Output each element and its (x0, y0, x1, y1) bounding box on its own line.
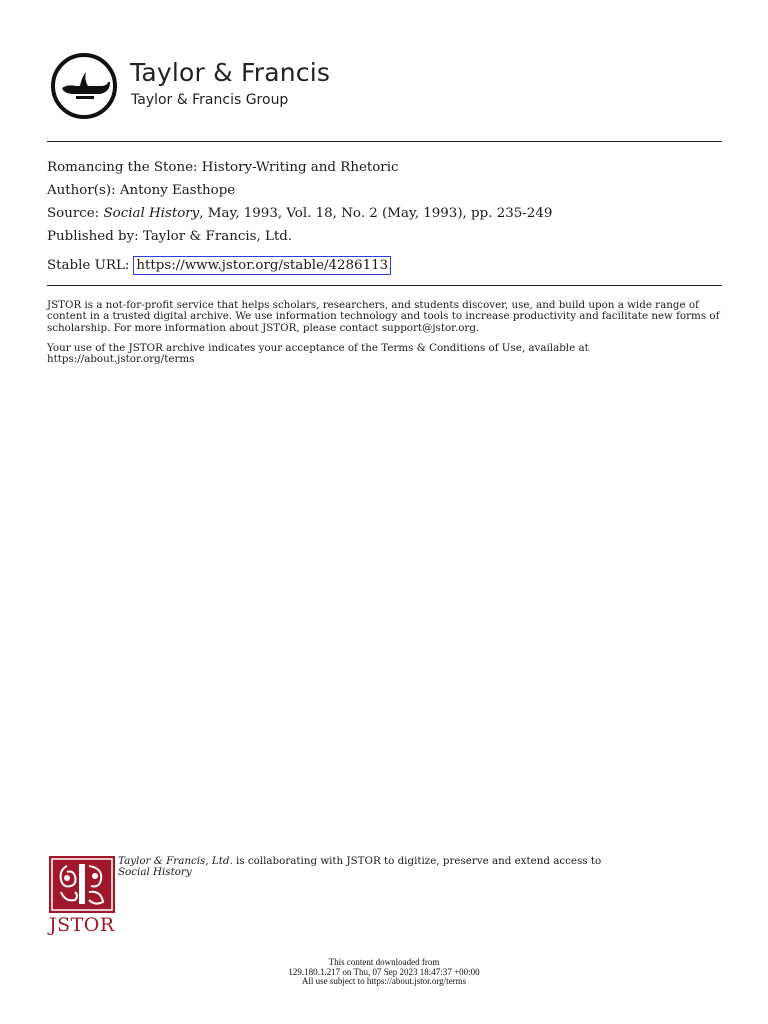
oil-lamp-icon (50, 52, 118, 120)
footer-line-3: All use subject to https://about.jstor.org/terms (301, 976, 467, 987)
article-source (47, 206, 552, 221)
download-footer (0, 958, 768, 987)
stable-url-link[interactable]: https://www.jstor.org/stable/4286113 (133, 256, 391, 275)
publisher-brand-name: Taylor & Francis (130, 58, 331, 87)
publisher-group-name: Taylor & Francis Group (131, 92, 289, 108)
footer-line-1: This content downloaded from (328, 957, 440, 967)
collab-publisher: Taylor & Francis, Ltd. (118, 855, 233, 867)
source-prefix: Source: (47, 206, 100, 221)
collab-text: is collaborating with JSTOR to digitize, preserve and extend access to (232, 855, 602, 867)
stable-url-label: Stable URL: (47, 258, 130, 273)
jstor-logo (49, 856, 115, 936)
jstor-terms-notice: Your use of the JSTOR archive indicates your acceptance of the Terms & Conditions of Use, available at https://about.jstor.org/terms (47, 342, 589, 366)
top-divider (47, 141, 722, 142)
jstor-emblem-icon (49, 856, 115, 913)
article-author: Author(s): Antony Easthope (47, 183, 236, 198)
source-journal: Social History (103, 206, 200, 221)
footer-line-2: 129.180.1.217 on Thu, 07 Sep 2023 18:47:37 +00:00 (288, 966, 480, 977)
article-title: Romancing the Stone: History-Writing and Rhetoric (47, 160, 399, 175)
collaboration-statement (118, 856, 678, 879)
jstor-about-notice: JSTOR is a not-for-profit service that helps scholars, researchers, and students discover, use, and build upon a wide range of content in a trusted digital archive. We use information technology and tools to increase productivity and facilitate new forms of scholarship. For more information about JSTOR, please contact support@jstor.org. (47, 299, 720, 334)
publisher-logo (50, 52, 350, 122)
stable-url-row (47, 256, 391, 275)
jstor-wordmark: JSTOR (49, 914, 115, 936)
source-details: , May, 1993, Vol. 18, No. 2 (May, 1993), pp. 235-249 (199, 206, 553, 221)
middle-divider (47, 285, 722, 286)
collab-journal: Social History (118, 866, 192, 879)
article-publisher: Published by: Taylor & Francis, Ltd. (47, 229, 293, 244)
